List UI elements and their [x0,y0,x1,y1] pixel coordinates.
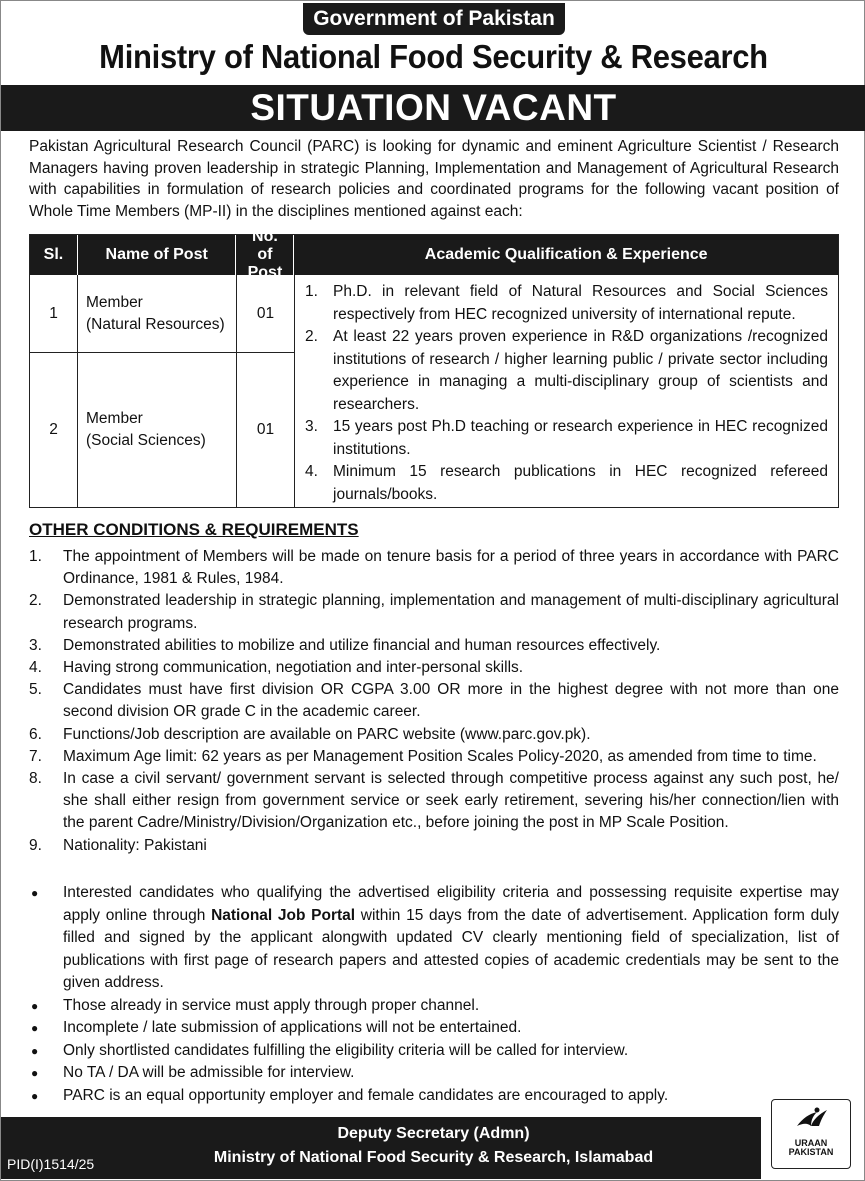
bullet-icon: ● [31,886,39,900]
table-body [30,275,838,507]
row-post-name [78,275,237,352]
post-title: Member [86,410,143,427]
post-rows [30,275,295,507]
signatory-address: Ministry of National Food Security & Research, Islamabad [213,1149,654,1166]
list-item: ● Only shortlisted candidates fulfilling the eligibility criteria will be called for interview. [29,1040,839,1063]
logo-line2: PAKISTAN [788,1147,834,1157]
post-title: Member [86,293,143,311]
header-name-of-post: Name of Post [78,235,237,275]
intro-paragraph: Pakistan Agricultural Research Council (PARC) is looking for dynamic and eminent Agriculture Scientist / Research Managers having proven leadership in strategic Planning, Implementation and Management of Agricultural Research with capabilities in formulation of research policies and coordinated programs for the following vacant position of Whole Time Members (MP-II) in the disciplines mentioned against each: [29,138,839,220]
table-header [30,228,838,281]
uraan-pakistan-logo [771,1099,851,1169]
government-label: Government of Pakistan [303,3,565,35]
bullet-icon: ● [31,1088,39,1103]
list-item: 8. In case a civil servant/ government servant is selected through competitive process against any such post, he/ she shall either resign from government service or seek early retirement, severing his/her connection/lien with the parent Cadre/Ministry/Division/Organization etc., before joining the post in MP Scale Position. [29,770,839,832]
ministry-title: Ministry of National Food Security & Research [99,37,768,76]
header-sl: Sl. [30,235,78,275]
conditions-heading: OTHER CONDITIONS & REQUIREMENTS [29,520,359,539]
row-no-of-post: 01 [237,353,295,507]
bird-icon [791,1104,831,1134]
list-item: 4. Having strong communication, negotiation and inter-personal skills. [29,659,524,677]
list-item: 1. Ph.D. in relevant field of Natural Resources and Social Sciences respectively from HEC recognized university of international repute. [305,283,828,323]
list-item: 5. Candidates must have first division OR CGPA 3.00 OR more in the highest degree with not more than one second division OR grade C in the academic career. [29,681,839,721]
post-discipline: (Natural Resources) [86,315,225,333]
list-item: 2. Demonstrated leadership in strategic planning, implementation and management of multi-disciplinary agricultural research programs. [29,592,839,632]
application-instructions [29,882,839,1107]
list-item: 3. 15 years post Ph.D teaching or research experience in HEC recognized institutions. [305,418,828,458]
situation-vacant-banner: SITUATION VACANT [1,85,865,131]
list-item: 2. At least 22 years proven experience in R&D organizations /recognized institutions of research / higher learning public / private sector including experience in managing a multi-disciplinary group of scientists and researchers. [305,328,828,413]
list-item: 4. Minimum 15 research publications in HEC recognized refereed journals/books. [305,463,828,503]
list-item: ● Those already in service must apply through proper channel. [29,995,839,1018]
row-sl: 2 [30,353,78,507]
vacancy-table [29,228,839,508]
post-discipline: (Social Sciences) [86,432,206,449]
bullet-icon: ● [31,1043,39,1058]
qualification-cell [295,275,838,507]
list-item: ● Interested candidates who qualifying the advertised eligibility criteria and possessing requisite expertise may apply online through National Job Portal within 15 days from the date of advertisement. Application form duly filled and signed by the applicant alongwith updated CV clearly mentioning field of specialization, list of publications with first page of research papers and attested copies of academic credentials may be sent to the given address. [29,882,839,995]
list-item: 6. Functions/Job description are available on PARC website (www.parc.gov.pk). [29,725,591,743]
row-no-of-post: 01 [237,275,295,352]
table-row [30,275,295,353]
list-item: ● Incomplete / late submission of applications will not be entertained. [29,1017,839,1040]
list-item: ● PARC is an equal opportunity employer and female candidates are encouraged to apply. [29,1085,839,1108]
list-item: 3. Demonstrated abilities to mobilize and utilize financial and human resources effectively. [29,636,661,654]
qualification-list [305,281,828,506]
logo-line1: URAAN [794,1138,828,1148]
row-sl: 1 [30,275,78,352]
national-job-portal: National Job Portal [211,906,356,924]
list-item: 1. The appointment of Members will be made on tenure basis for a period of three years in accordance with PARC Ordinance, 1981 & Rules, 1984. [29,548,839,588]
pid-number: PID(I)1514/25 [7,1156,95,1172]
bullet-icon: ● [31,1066,39,1080]
row-post-name [78,353,237,507]
list-item: ● No TA / DA will be admissible for interview. [29,1062,839,1085]
table-row [30,353,295,507]
list-item: 7. Maximum Age limit: 62 years as per Management Position Scales Policy-2020, as amended from time to time. [29,747,817,765]
header-qualification: Academic Qualification & Experience [424,246,708,263]
bullet-icon: ● [31,1021,39,1035]
header-no-of-post: No. of Post [236,235,294,275]
bullet-icon: ● [31,998,39,1013]
list-item: 9. Nationality: Pakistani [29,836,207,854]
signatory-designation: Deputy Secretary (Admn) [337,1125,530,1142]
conditions-list [29,546,839,857]
